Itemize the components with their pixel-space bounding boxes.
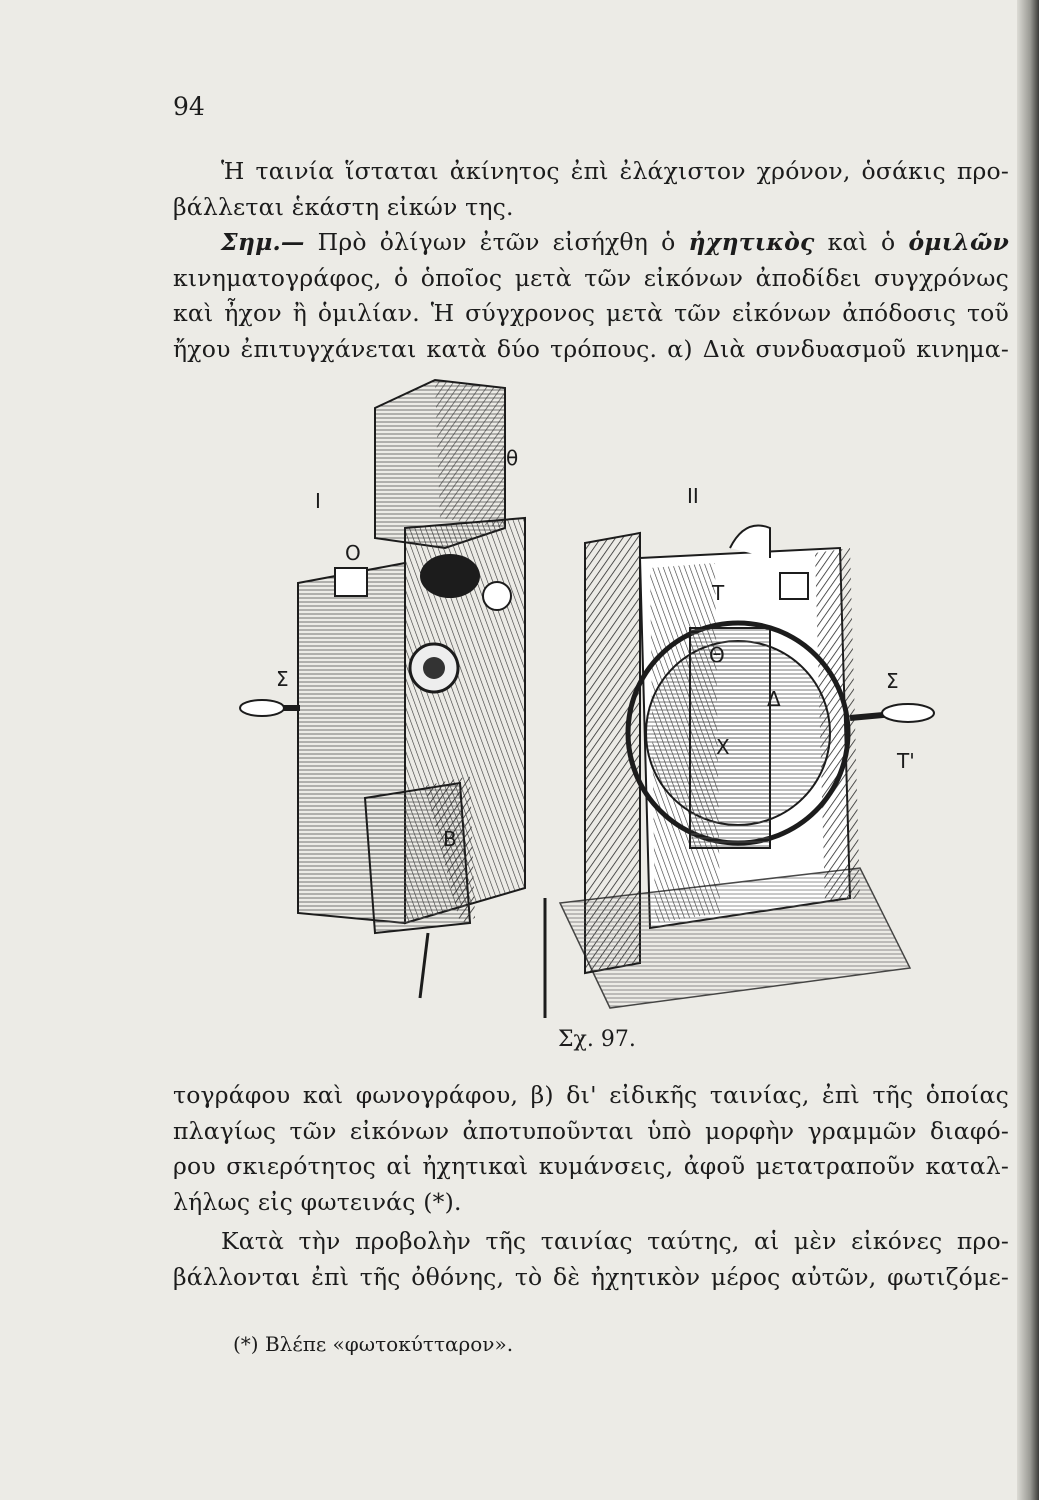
text-line: Ἡ ταινία ἵσταται ἀκίνητος ἐπὶ ἐλάχιστον χρόνον, ὁσάκις προ- xyxy=(221,157,1009,185)
text-line: Κατὰ τὴν προβολὴν τῆς ταινίας ταύτης, αἱ μὲν εἰκόνες προ- xyxy=(221,1227,1009,1255)
apparatus-right xyxy=(545,526,934,1019)
text-line: τογράφου καὶ φωνογράφου, β) δι' εἰδικῆς ταινίας, ἐπὶ τῆς ὁποίας xyxy=(173,1081,1009,1109)
text-line: λήλως εἰς φωτεινάς (*). xyxy=(173,1187,462,1216)
label-B: B xyxy=(443,827,457,851)
label-O: O xyxy=(345,541,361,565)
label-sigma-left: Σ xyxy=(276,667,289,691)
page-number: 94 xyxy=(173,92,205,121)
text-line: κινηματογράφος, ὁ ὁποῖος μετὰ τῶν εἰκόνων ἀποδίδει συγχρόνως xyxy=(173,263,1009,292)
text-line: καὶ ἦχον ἢ ὁμιλίαν. Ἡ σύγχρονος μετὰ τῶν εἰκόνων ἀπόδοσις τοῦ xyxy=(173,299,1009,327)
term-talking: ὁμιλῶν xyxy=(908,228,1010,256)
text-line: βάλλεται ἑκάστη εἰκών της. xyxy=(173,192,514,221)
label-T: T xyxy=(712,581,725,605)
term-sound: ἠχητικὸς xyxy=(688,228,815,256)
footnote: (*) Βλέπε «φωτοκύτταρον». xyxy=(233,1332,514,1356)
figure-caption: Σχ. 97. xyxy=(558,1027,636,1052)
label-T-prime: T' xyxy=(897,749,915,773)
label-II: II xyxy=(687,484,699,508)
paragraph-projection xyxy=(173,1224,1009,1295)
label-theta-top: θ xyxy=(506,446,519,470)
label-chi: Χ xyxy=(716,735,730,759)
text-line: βάλλονται ἐπὶ τῆς ὀθόνης, τὸ δὲ ἠχητικὸν μέρος αὐτῶν, φωτιζόμε- xyxy=(173,1262,1009,1291)
label-theta-inner: Θ xyxy=(709,643,725,667)
paragraph-sound-cinema-note xyxy=(173,225,1009,367)
figure-projector-illustration xyxy=(170,368,980,1038)
text-line: ρου σκιερότητος αἱ ἠχητικαὶ κυμάνσεις, ἀφοῦ μετατραποῦν καταλ- xyxy=(173,1152,1009,1180)
label-delta: Δ xyxy=(767,687,781,711)
label-sigma-right: Σ xyxy=(886,669,899,693)
page-edge-shadow xyxy=(1017,0,1039,1500)
label-I: I xyxy=(315,489,321,513)
text-line: Σημ.— Πρὸ ὀλίγων ἐτῶν εἰσήχθη ὁ ἠχητικὸς καὶ ὁ ὁμιλῶν xyxy=(221,228,1010,256)
note-label: Σημ.— xyxy=(221,228,305,256)
text-line: πλαγίως τῶν εἰκόνων ἀποτυποῦνται ὑπὸ μορφὴν γραμμῶν διαφό- xyxy=(173,1116,1009,1145)
paragraph-film-frame xyxy=(173,154,1009,225)
text-line: ἤχου ἐπιτυγχάνεται κατὰ δύο τρόπους. α) Διὰ συνδυασμοῦ κινημα- xyxy=(173,334,1009,363)
paragraph-methods xyxy=(173,1078,1009,1220)
